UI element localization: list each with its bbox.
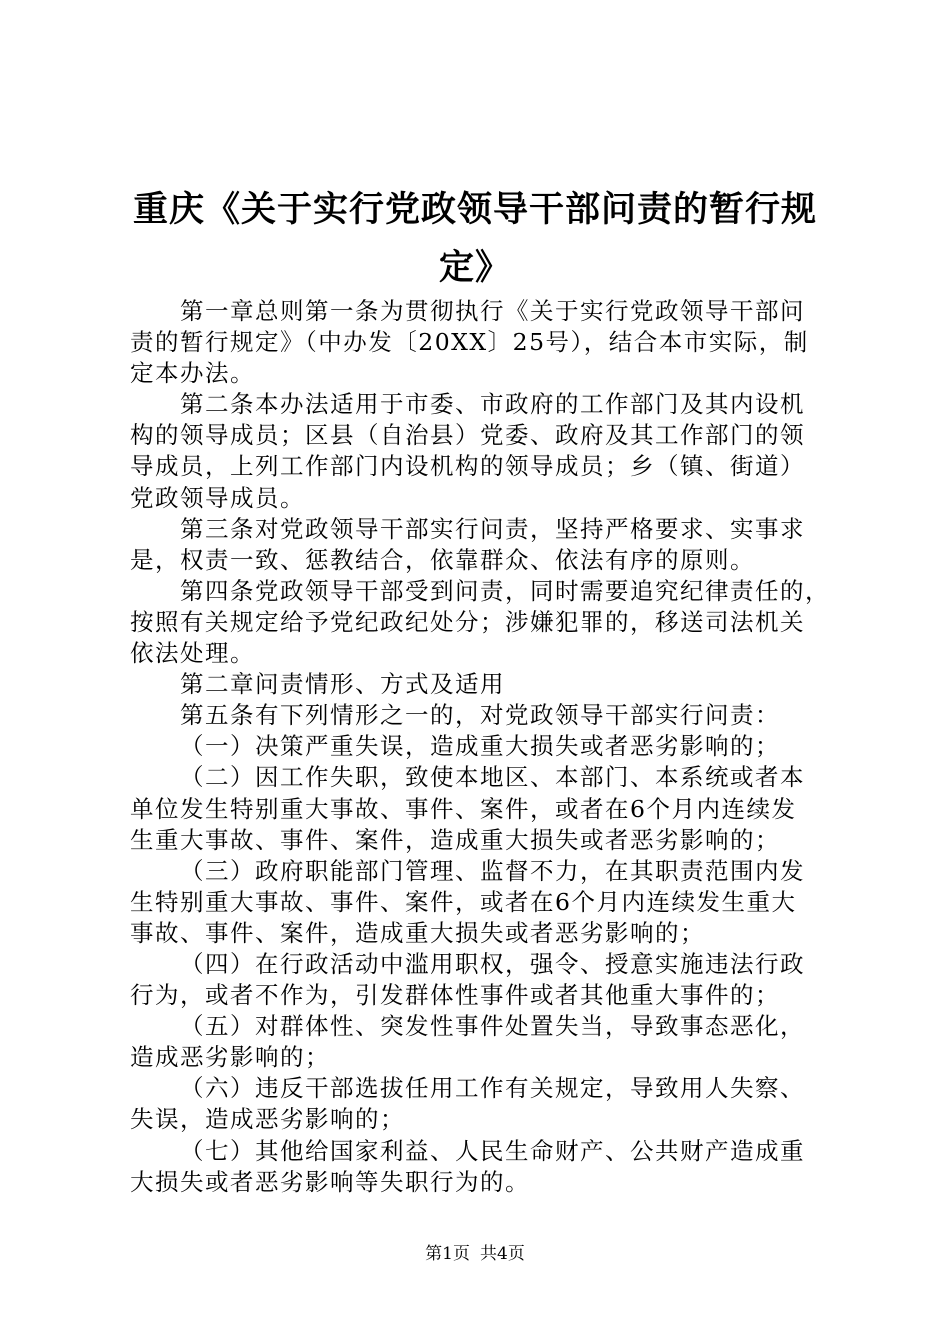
page-footer	[0, 1242, 950, 1266]
body-line: 第二章问责情形、方式及适用	[180, 670, 505, 699]
body-line: 大损失或者恶劣影响等失职行为的。	[130, 1167, 530, 1196]
body-line: （二）因工作失职，致使本地区、本部门、本系统或者本	[180, 763, 805, 792]
body-line: 依法处理。	[130, 639, 255, 668]
page-number: 第1页	[425, 1244, 470, 1264]
body-line: （四）在行政活动中滥用职权，强令、授意实施违法行政	[180, 949, 805, 978]
body-line: 造成恶劣影响的；	[130, 1043, 330, 1072]
body-line: （七）其他给国家利益、人民生命财产、公共财产造成重	[180, 1136, 805, 1165]
body-line: 第四条党政领导干部受到问责，同时需要追究纪律责任的，	[180, 576, 830, 605]
body-line: 定本办法。	[130, 359, 255, 388]
body-line: 第一章总则第一条为贯彻执行《关于实行党政领导干部问	[180, 297, 805, 325]
body-line: 生重大事故、事件、案件，造成重大损失或者恶劣影响的；	[130, 825, 780, 854]
body-line: 导成员，上列工作部门内设机构的领导成员；乡（镇、街道）	[130, 452, 805, 481]
body-line: 生特别重大事故、事件、案件，或者在6个月内连续发生重大	[130, 887, 797, 916]
body-line: 失误，造成恶劣影响的；	[130, 1105, 405, 1134]
body-line: 按照有关规定给予党纪政纪处分；涉嫌犯罪的，移送司法机关	[130, 607, 805, 636]
body-line: 第二条本办法适用于市委、市政府的工作部门及其内设机	[180, 390, 805, 419]
document-title-line-2: 定》	[438, 248, 511, 288]
body-line: （五）对群体性、突发性事件处置失当，导致事态恶化，	[180, 1012, 805, 1041]
document-title-line-1: 重庆《关于实行党政领导干部问责的暂行规	[132, 190, 817, 230]
page-total: 共4页	[480, 1244, 525, 1264]
body-line: 是，权责一致、惩教结合，依靠群众、依法有序的原则。	[130, 545, 755, 574]
body-line: 事故、事件、案件，造成重大损失或者恶劣影响的；	[130, 918, 705, 947]
body-line: 第三条对党政领导干部实行问责，坚持严格要求、实事求	[180, 514, 805, 543]
body-line: （一）决策严重失误，造成重大损失或者恶劣影响的；	[180, 732, 780, 761]
body-line: 单位发生特别重大事故、事件、案件，或者在6个月内连续发	[130, 794, 797, 823]
body-line: 第五条有下列情形之一的，对党政领导干部实行问责：	[180, 701, 780, 730]
body-line: 构的领导成员；区县（自治县）党委、政府及其工作部门的领	[130, 421, 805, 450]
body-line: 党政领导成员。	[130, 483, 305, 512]
body-line: 行为，或者不作为，引发群体性事件或者其他重大事件的；	[130, 981, 780, 1010]
body-line: （三）政府职能部门管理、监督不力，在其职责范围内发	[180, 856, 805, 885]
body-line: 责的暂行规定》（中办发〔20XX〕25号），结合本市实际，制	[130, 328, 809, 357]
body-line: （六）违反干部选拔任用工作有关规定，导致用人失察、	[180, 1074, 805, 1103]
document-body	[130, 296, 830, 1198]
